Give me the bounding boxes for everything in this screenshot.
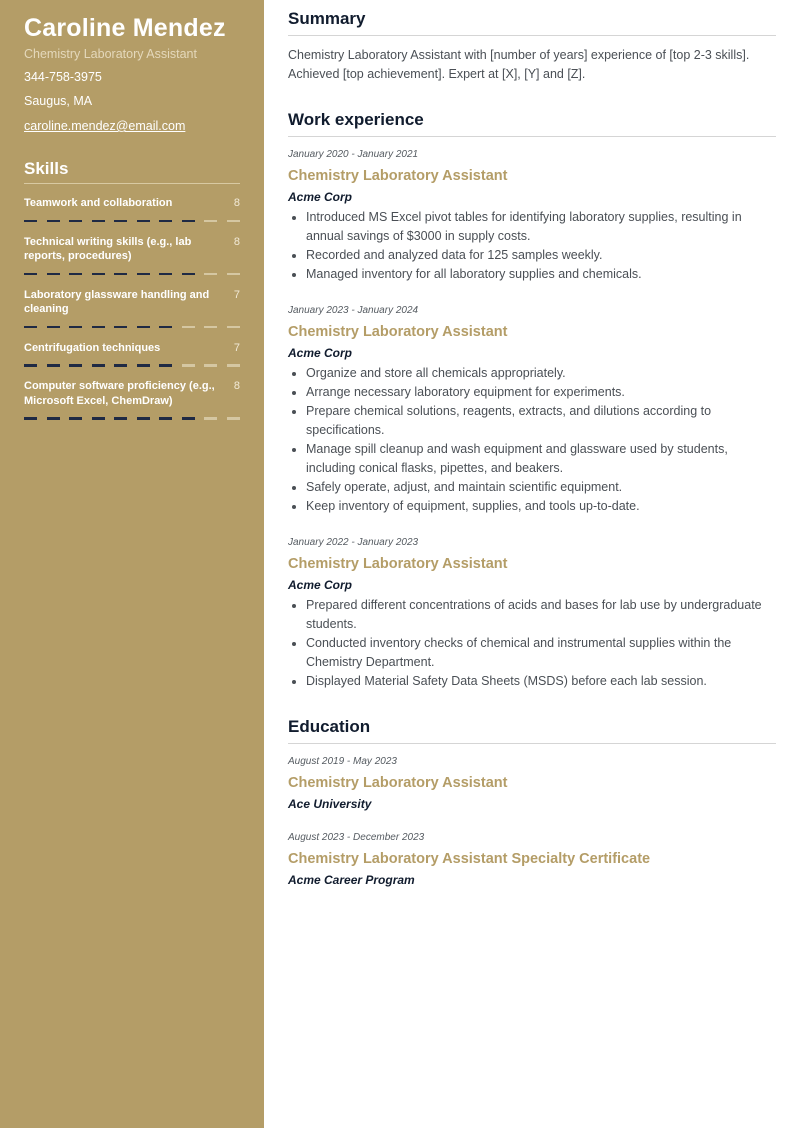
- rating-segment-filled: [159, 364, 172, 367]
- list-item: • Managed inventory for all laboratory supplies and chemicals.: [306, 265, 776, 284]
- rating-segment-empty: [227, 326, 240, 329]
- rating-segment-filled: [137, 417, 150, 420]
- rating-segment-filled: [92, 273, 105, 276]
- rating-segment-filled: [24, 273, 37, 276]
- rating-segment-filled: [47, 220, 60, 223]
- rating-segment-filled: [114, 364, 127, 367]
- rating-segment-empty: [227, 220, 240, 223]
- rating-segment-filled: [92, 326, 105, 329]
- rating-segment-empty: [227, 417, 240, 420]
- rating-segment-empty: [204, 273, 217, 276]
- education-entry: [288, 832, 776, 887]
- rating-segment-empty: [204, 220, 217, 223]
- education-entry: [288, 756, 776, 811]
- education-title: Chemistry Laboratory Assistant: [288, 775, 508, 791]
- skill-score: 8: [233, 197, 240, 209]
- job-entry: [288, 149, 776, 284]
- rating-segment-filled: [69, 273, 82, 276]
- list-item: • Organize and store all chemicals appropriately.: [306, 364, 776, 383]
- rating-segment-filled: [114, 417, 127, 420]
- education-school: Ace University: [288, 797, 372, 811]
- rating-segment-empty: [182, 364, 195, 367]
- rating-segment-filled: [24, 220, 37, 223]
- job-dates: January 2023 - January 2024: [288, 305, 419, 316]
- skill-name: Technical writing skills (e.g., lab reports, procedures): [24, 235, 192, 262]
- rating-segment-filled: [47, 417, 60, 420]
- rating-segment-empty: [204, 417, 217, 420]
- rating-segment-filled: [69, 364, 82, 367]
- education-dates: August 2019 - May 2023: [288, 756, 397, 767]
- skill-rating-bar: [24, 364, 240, 367]
- education-section: [288, 717, 776, 887]
- rating-segment-filled: [92, 364, 105, 367]
- skill-score: 7: [233, 288, 240, 301]
- rating-segment-filled: [24, 417, 37, 420]
- list-item: • Prepared different concentrations of acids and bases for lab use by undergraduate students.: [306, 596, 776, 634]
- skills-list: [24, 196, 240, 420]
- rating-segment-empty: [204, 364, 217, 367]
- email-link[interactable]: caroline.mendez@email.com: [24, 119, 186, 133]
- skills-heading: Skills: [24, 159, 240, 184]
- list-item: • Conducted inventory checks of chemical and instrumental supplies within the Chemistry Department.: [306, 634, 776, 672]
- list-item: • Arrange necessary laboratory equipment for experiments.: [306, 383, 776, 402]
- job-company: Acme Corp: [288, 190, 353, 204]
- skill-rating-bar: [24, 417, 240, 420]
- rating-segment-filled: [182, 273, 195, 276]
- summary-heading: Summary: [288, 9, 776, 36]
- skill-rating-bar: [24, 273, 240, 276]
- skill-item: [24, 196, 240, 223]
- skill-rating-bar: [24, 326, 240, 329]
- job-dates: January 2020 - January 2021: [288, 149, 419, 160]
- rating-segment-filled: [69, 220, 82, 223]
- list-item: • Safely operate, adjust, and maintain scientific equipment.: [306, 478, 776, 497]
- job-bullets: [288, 364, 776, 516]
- job-bullets: [288, 596, 776, 691]
- summary-section: [288, 9, 776, 84]
- rating-segment-empty: [227, 364, 240, 367]
- rating-segment-filled: [137, 326, 150, 329]
- job-title: Chemistry Laboratory Assistant: [288, 556, 508, 572]
- rating-segment-filled: [159, 220, 172, 223]
- rating-segment-filled: [159, 273, 172, 276]
- rating-segment-filled: [69, 326, 82, 329]
- education-dates: August 2023 - December 2023: [288, 832, 425, 843]
- rating-segment-filled: [92, 220, 105, 223]
- rating-segment-empty: [182, 326, 195, 329]
- skill-item: [24, 235, 240, 276]
- job-company: Acme Corp: [288, 346, 353, 360]
- rating-segment-filled: [47, 364, 60, 367]
- rating-segment-filled: [159, 326, 172, 329]
- candidate-title: Chemistry Laboratory Assistant: [24, 47, 197, 61]
- rating-segment-filled: [137, 220, 150, 223]
- list-item: • Recorded and analyzed data for 125 samples weekly.: [306, 246, 776, 265]
- phone-number: 344-758-3975: [24, 70, 102, 84]
- rating-segment-filled: [137, 364, 150, 367]
- rating-segment-empty: [227, 273, 240, 276]
- rating-segment-filled: [47, 326, 60, 329]
- skill-rating-bar: [24, 220, 240, 223]
- summary-text: Chemistry Laboratory Assistant with [number of years] experience of [top 2-3 skills]. Achieved [top achievement]. Expert at [X], [Y] and [Z].: [288, 48, 750, 81]
- skill-item: [24, 341, 240, 368]
- skill-name: Teamwork and collaboration: [24, 197, 173, 209]
- work-experience-section: [288, 110, 776, 691]
- skill-item: [24, 288, 240, 329]
- rating-segment-filled: [182, 417, 195, 420]
- job-dates: January 2022 - January 2023: [288, 537, 419, 548]
- list-item: • Prepare chemical solutions, reagents, extracts, and dilutions according to specifications.: [306, 402, 776, 440]
- rating-segment-filled: [159, 417, 172, 420]
- job-entry: [288, 305, 776, 516]
- list-item: • Manage spill cleanup and wash equipment and glassware used by students, including conical flasks, pipettes, and beakers.: [306, 440, 776, 478]
- skill-name: Centrifugation techniques: [24, 341, 161, 354]
- job-entry: [288, 537, 776, 691]
- rating-segment-filled: [47, 273, 60, 276]
- skill-score: 8: [233, 380, 240, 392]
- job-bullets: [288, 208, 776, 284]
- rating-segment-filled: [114, 220, 127, 223]
- job-company: Acme Corp: [288, 578, 353, 592]
- list-item: • Displayed Material Safety Data Sheets (MSDS) before each lab session.: [306, 672, 776, 691]
- rating-segment-filled: [24, 364, 37, 367]
- education-title: Chemistry Laboratory Assistant Specialty Certificate: [288, 851, 651, 867]
- education-heading: Education: [288, 717, 776, 744]
- rating-segment-empty: [204, 326, 217, 329]
- location: Saugus, MA: [24, 94, 93, 108]
- skill-name: Laboratory glassware handling and cleaning: [24, 288, 210, 315]
- job-title: Chemistry Laboratory Assistant: [288, 168, 508, 184]
- skill-item: [24, 379, 240, 420]
- rating-segment-filled: [24, 326, 37, 329]
- rating-segment-filled: [114, 273, 127, 276]
- rating-segment-filled: [137, 273, 150, 276]
- rating-segment-filled: [92, 417, 105, 420]
- sidebar: [0, 0, 264, 1128]
- rating-segment-filled: [182, 220, 195, 223]
- list-item: • Keep inventory of equipment, supplies, and tools up-to-date.: [306, 497, 776, 516]
- skill-score: 7: [233, 341, 240, 354]
- main-content: [288, 0, 776, 887]
- candidate-name: Caroline Mendez: [24, 14, 226, 42]
- list-item: • Introduced MS Excel pivot tables for identifying laboratory supplies, resulting in annual savings of $3000 in supply costs.: [306, 208, 776, 246]
- rating-segment-filled: [69, 417, 82, 420]
- skill-name: Computer software proficiency (e.g., Microsoft Excel, ChemDraw): [24, 380, 215, 407]
- education-school: Acme Career Program: [288, 873, 415, 887]
- work-experience-heading: Work experience: [288, 110, 776, 137]
- job-title: Chemistry Laboratory Assistant: [288, 324, 508, 340]
- skill-score: 8: [233, 235, 240, 248]
- rating-segment-filled: [114, 326, 127, 329]
